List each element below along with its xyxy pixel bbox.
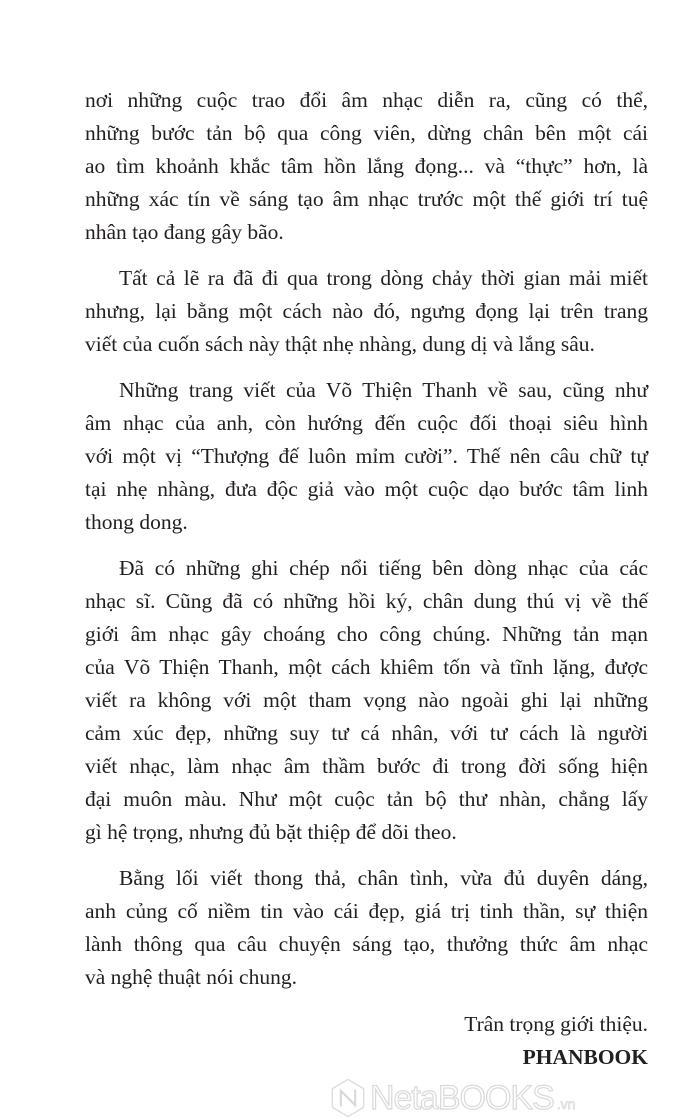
text-line: Bằng lối viết thong thả, chân tình, vừa đủ duyên dáng,: [119, 866, 648, 890]
signature-block: [464, 1008, 648, 1074]
text-line: Những trang viết của Võ Thiện Thanh về sau, cũng như: [119, 378, 648, 402]
text-line: lành thông qua câu chuyện sáng tạo, thưởng thức âm nhạc: [85, 932, 648, 956]
watermark-brand: NetaBOOKS: [370, 1079, 554, 1117]
text-line: nhạc sĩ. Cũng đã có những hồi ký, chân dung thú vị về thế: [85, 589, 648, 613]
text-line: và nghệ thuật nói chung.: [85, 965, 297, 989]
text-line: đại muôn màu. Như một cuộc tản bộ thư nhàn, chẳng lấy: [85, 787, 648, 811]
text-line: viết ra không với một tham vọng nào ngoài ghi lại những: [85, 688, 648, 712]
text-line: nơi những cuộc trao đổi âm nhạc diễn ra, cũng có thể,: [85, 88, 648, 112]
text-line: những bước tản bộ qua công viên, dừng chân bên một cái: [85, 121, 648, 145]
text-line: giới âm nhạc gây choáng cho công chúng. Những tản mạn: [85, 622, 648, 646]
text-line: với một vị “Thượng đế luôn mỉm cười”. Thế nên câu chữ tự: [85, 444, 648, 468]
text-line: tại nhẹ nhàng, đưa độc giả vào một cuộc dạo bước tâm linh: [85, 477, 648, 501]
netabooks-hexagon-icon: [330, 1078, 366, 1118]
text-line: nhưng, lại bằng một cách nào đó, ngưng đọng lại trên trang: [85, 299, 648, 323]
publisher-name: PHANBOOK: [522, 1045, 648, 1069]
text-line: anh củng cố niềm tin vào cái đẹp, giá trị tinh thần, sự thiện: [85, 899, 648, 923]
text-line: viết của cuốn sách này thật nhẹ nhàng, dung dị và lắng sâu.: [85, 332, 595, 356]
text-line: của Võ Thiện Thanh, một cách khiêm tốn và tĩnh lặng, được: [85, 655, 648, 679]
watermark-logo: [330, 1078, 575, 1118]
text-line: ao tìm khoảnh khắc tâm hồn lắng đọng... và “thực” hơn, là: [85, 154, 648, 178]
watermark-suffix: .vn: [556, 1096, 576, 1112]
text-line: gì hệ trọng, nhưng đủ bặt thiệp để dõi theo.: [85, 820, 457, 844]
text-line: âm nhạc của anh, còn hướng đến cuộc đối thoại siêu hình: [85, 411, 648, 435]
text-line: Tất cả lẽ ra đã đi qua trong dòng chảy thời gian mải miết: [119, 266, 648, 290]
closing-text: Trân trọng giới thiệu.: [464, 1012, 648, 1036]
paragraph: [85, 262, 648, 361]
text-line: những xác tín về sáng tạo âm nhạc trước một thế giới trí tuệ: [85, 187, 648, 211]
text-line: viết nhạc, làm nhạc âm thầm bước đi trong đời sống hiện: [85, 754, 648, 778]
text-line: thong dong.: [85, 510, 188, 534]
paragraph: [85, 374, 648, 539]
text-line: cảm xúc đẹp, những suy tư cá nhân, với tư cách là người: [85, 721, 648, 745]
paragraph: [85, 84, 648, 249]
text-line: Đã có những ghi chép nổi tiếng bên dòng nhạc của các: [119, 556, 648, 580]
text-line: nhân tạo đang gây bão.: [85, 220, 284, 244]
paragraph: [85, 862, 648, 994]
document-body: [85, 84, 648, 1007]
paragraph: [85, 552, 648, 849]
